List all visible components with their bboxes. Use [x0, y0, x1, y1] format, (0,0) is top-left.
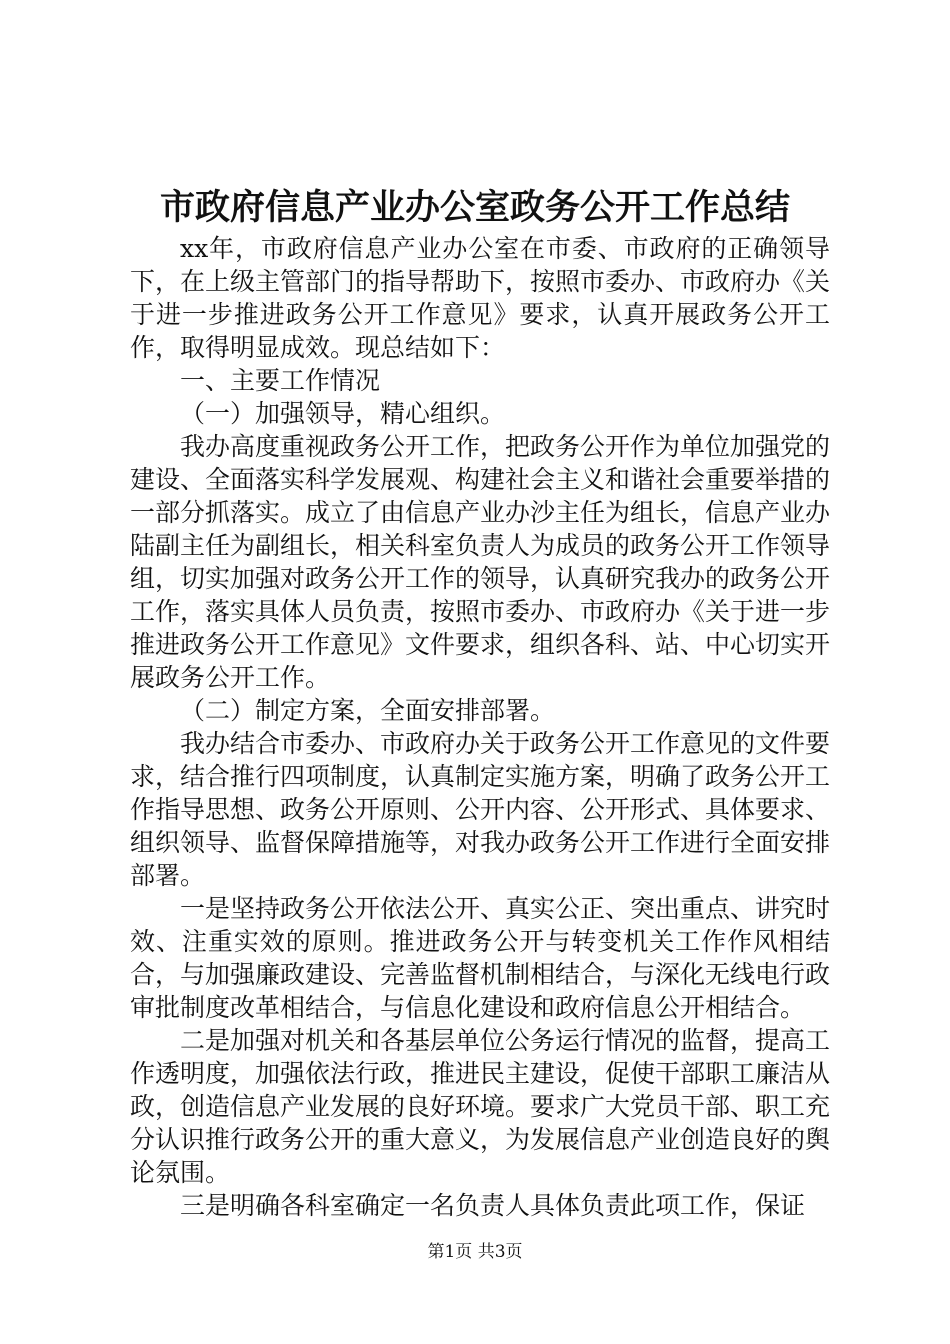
body-paragraph: 我办高度重视政务公开工作，把政务公开作为单位加强党的建设、全面落实科学发展观、构建社会主义和谐社会重要举措的一部分抓落实。成立了由信息产业办沙主任为组长，信息产业办陆副主任为副组长，相关科室负责人为成员的政务公开工作领导组，切实加强对政务公开工作的领导，认真研究我办的政务公开工作，落实具体人员负责，按照市委办、市政府办《关于进一步推进政务公开工作意见》文件要求，组织各科、站、中心切实开展政务公开工作。: [130, 432, 831, 692]
document-body: [130, 232, 830, 1222]
body-paragraph: 三是明确各科室确定一名负责人具体负责此项工作，保证: [180, 1191, 806, 1220]
body-paragraph: 二是加强对机关和各基层单位公务运行情况的监督，提高工作透明度，加强依法行政，推进民主建设，促使干部职工廉洁从政，创造信息产业发展的良好环境。要求广大党员干部、职工充分认识推行政务公开的重大意义，为发展信息产业创造良好的舆论氛围。: [130, 1026, 831, 1187]
page-number-footer: 第1页 共3页: [427, 1242, 523, 1262]
body-paragraph: 一是坚持政务公开依法公开、真实公正、突出重点、讲究时效、注重实效的原则。推进政务公开与转变机关工作作风相结合，与加强廉政建设、完善监督机制相结合，与深化无线电行政审批制度改革相结合，与信息化建设和政府信息公开相结合。: [130, 894, 831, 1022]
body-paragraph: 我办结合市委办、市政府办关于政务公开工作意见的文件要求，结合推行四项制度，认真制定实施方案，明确了政务公开工作指导思想、政务公开原则、公开内容、公开形式、具体要求、组织领导、监督保障措施等，对我办政务公开工作进行全面安排部署。: [130, 729, 831, 890]
intro-paragraph: xx年，市政府信息产业办公室在市委、市政府的正确领导下，在上级主管部门的指导帮助下，按照市委办、市政府办《关于进一步推进政务公开工作意见》要求，认真开展政务公开工作，取得明显成效。现总结如下：: [130, 234, 831, 362]
section-heading-main-work: 一、主要工作情况: [180, 366, 381, 395]
subsection-heading-2: （二）制定方案，全面安排部署。: [180, 696, 556, 725]
document-title: 市政府信息产业办公室政务公开工作总结: [159, 187, 790, 228]
subsection-heading-1: （一）加强领导，精心组织。: [180, 399, 506, 428]
